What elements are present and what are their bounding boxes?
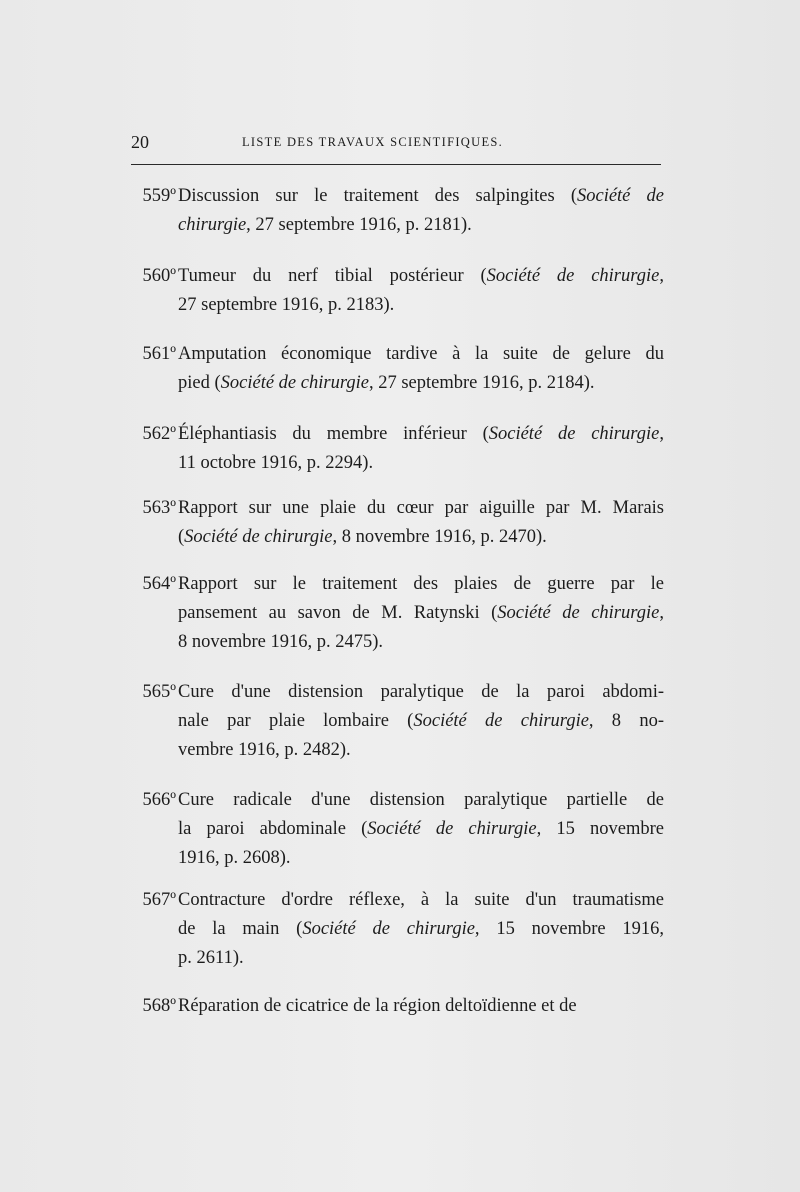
entry-text-segment: Contracture d'ordre réflexe, à la suite d'un traumatisme [178,890,664,910]
entry-line [178,449,664,478]
entry-text-segment: , 8 no- [588,711,664,731]
entry-line [178,599,664,628]
journal-title: Société de chirurgie [367,819,537,839]
entry-text-segment: , [659,424,664,444]
entry-text-segment: ( [178,527,185,547]
entry-number: 563º [142,498,176,518]
journal-title: chirurgie [178,215,247,235]
entry-number: 565º [142,682,176,702]
entry-text [178,340,664,398]
entry-text-segment: la paroi abdominale ( [178,819,368,839]
entry-line [178,886,664,915]
entry-number: 560º [142,266,176,286]
entry-number: 561º [142,344,176,364]
entry-text-segment: 27 septembre 1916, p. 2183). [178,295,395,315]
entry-line [178,678,664,707]
entry-text-segment: Discussion sur le traitement des salpingites ( [178,186,577,206]
entry-text-segment: , [659,266,664,286]
entry-text-segment: Tumeur du nerf tibial postérieur ( [178,266,487,286]
journal-title: Société de chirurgie [220,373,369,393]
entry-text-segment: pansement au savon de M. Ratynski ( [178,603,498,623]
entry-line [178,815,664,844]
entry-text [178,570,664,657]
entry-text-segment: Cure radicale d'une distension paralytique partielle de [178,790,664,810]
entry-text-segment: 1916, p. 2608). [178,848,291,868]
page-number: 20 [131,132,149,152]
entry-text [178,494,664,552]
entry-text-segment: vembre 1916, p. 2482). [178,740,351,760]
entry-number: 564º [142,574,176,594]
entry-line [178,369,664,398]
entry-text-segment: , 15 novembre 1916, [474,919,664,939]
entry-text-segment: de la main ( [178,919,303,939]
header-rule [131,164,661,165]
entry-line [178,523,664,552]
entry-line [178,340,664,369]
journal-title: Société de chirurgie [486,266,660,286]
entry-line [178,707,664,736]
entry-text-segment: Amputation économique tardive à la suite de gelure du [178,344,664,364]
entry-text [178,420,664,478]
running-head [131,130,661,154]
entry-text-segment: Éléphantiasis du membre inférieur ( [178,424,489,444]
journal-title: Société de chirurgie [413,711,589,731]
entry-line [178,182,664,211]
journal-title: Société de chirurgie [497,603,660,623]
entry-line [178,262,664,291]
entry-number: 562º [142,424,176,444]
running-title: LISTE DES TRAVAUX SCIENTIFIQUES. [242,135,504,149]
entry-text [178,886,664,973]
entry-text-segment: , 8 novembre 1916, p. 2470). [332,527,547,547]
entry-number: 559º [142,186,176,206]
entry-line [178,628,664,657]
entry-line [178,420,664,449]
entry-text [178,262,664,320]
entry-text-segment: , 27 septembre 1916, p. 2181). [246,215,472,235]
journal-title: Société de [576,186,665,206]
entry-line [178,494,664,523]
entry-text-segment: p. 2611). [178,948,244,968]
entry-text-segment: , [659,603,664,623]
entry-text-segment: Réparation de cicatrice de la région deltoïdienne et de [178,996,577,1016]
entry-line [178,992,664,1021]
entry-number: 567º [142,890,176,910]
entry-text-segment: Rapport sur une plaie du cœur par aiguille par M. Marais [178,498,664,518]
entry-line [178,915,664,944]
entry-text-segment: , 27 septembre 1916, p. 2184). [368,373,595,393]
entry-line [178,570,664,599]
entry-number: 568º [142,996,176,1016]
journal-title: Société de chirurgie [488,424,660,444]
entry-text [178,786,664,873]
entry-text-segment: Rapport sur le traitement des plaies de guerre par le [178,574,664,594]
entry-text-segment: 11 octobre 1916, p. 2294). [178,453,374,473]
entry-text [178,182,664,240]
journal-title: Société de chirurgie [302,919,475,939]
entry-text-segment: pied ( [178,373,221,393]
entry-number: 566º [142,790,176,810]
entry-text [178,992,664,1021]
entry-text-segment: , 15 novembre [536,819,664,839]
entry-line [178,944,664,973]
journal-title: Société de chirurgie [184,527,333,547]
entry-line [178,291,664,320]
entry-line [178,786,664,815]
entry-text-segment: 8 novembre 1916, p. 2475). [178,632,384,652]
entry-line [178,844,664,873]
entry-text-segment: Cure d'une distension paralytique de la paroi abdomi- [178,682,664,702]
entry-line [178,736,664,765]
entry-line [178,211,664,240]
entry-text-segment: nale par plaie lombaire ( [178,711,414,731]
entry-text [178,678,664,765]
